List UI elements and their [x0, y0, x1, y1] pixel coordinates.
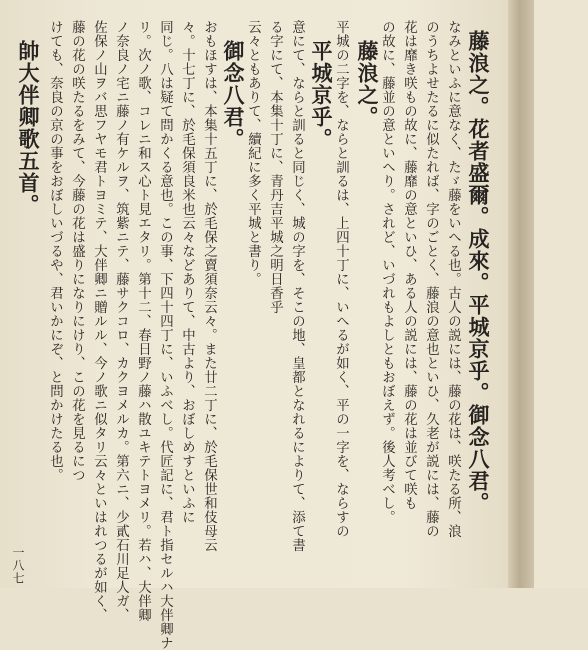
col-body-1: なみといふに意なく、たゞ藤をいへる也。古人の説には、藤の花は、咲たる所、浪 [445, 20, 461, 538]
col-body-16: けても、奈良の京の事をおぼしいづるや、君いかにぞ、と問かけたる也。 [47, 20, 63, 482]
col-body-10: 々。十七丁に、於毛保須良米也云々などありて、中古より、おぼしめすといふに [179, 20, 195, 524]
col-heading-section-title: 帥大伴卿歌五首。 [16, 40, 41, 216]
col-body-3: 花は靡き咲もの故に、藤靡の意といひ、ある人の説には、藤の花は並びて咲も [401, 20, 417, 510]
col-heading-poem: 藤浪之。花者盛爾。成來。平城京乎。御念八君。 [466, 30, 491, 514]
col-body-13: ノ奈良ノ宅ニ藤ノ有ケルヲ、筑紫ニテ、藤サクコロ、カクヨメルカ。第六ニ、少貳石川足人ガ、 [113, 20, 129, 622]
col-body-12: リ。次ノ歌、コレニ和ス心ト見エタリ。第十二、春日野ノ藤ハ散ユキテトヨメリ。若ハ、大伴卿 [135, 20, 151, 622]
col-heading-omohoyakimi: 御念八君。 [221, 40, 246, 150]
col-body-4: の故に、藤並の意といへり。されど、いづれもよしともおぼえず。後人考べし。 [379, 20, 395, 524]
col-body-14: 佐保ノ山ヲバ思フヤモ君トヨミテ、大伴卿ニ贈ルル、今ノ歌ニ似タリ云々といはれつるが如く、 [91, 20, 107, 622]
col-body-8: 云々ともありて、續紀に多く平城と書り。 [245, 20, 261, 286]
facing-page-edge [534, 0, 588, 588]
col-body-9: おもほすは、本集十五丁に、於毛保之賣須奈云々。また廿二丁に、於毛保世和伎母云 [201, 20, 217, 552]
col-body-7: る字にて、本集十丁に、青丹吉平城之明日香乎 [267, 20, 283, 314]
col-body-11: 同じ。八は疑て問かくる意也。この事、下四十四丁に、いふべし。代匠記に、君ト指セルハ大伴卿ナ [157, 20, 173, 650]
book-gutter [508, 0, 534, 588]
col-heading-heijokyo: 平城京乎。 [309, 40, 334, 150]
col-heading-fujinami: 藤浪之。 [355, 40, 380, 128]
page-number: 一八七 [11, 546, 25, 585]
col-body-6: 意にて、ならと訓ると同じく、城の字を、そこの地、皇都となれるによりて、添て書 [289, 20, 305, 552]
col-body-15: 藤の花の咲たるをみて、今藤の花は盛りになりにけり、この花を見るにつ [69, 20, 85, 482]
col-body-5: 平城の二字を、ならと訓るは、上四十丁に、いへるが如く、平の一字を、ならすの [333, 20, 349, 538]
col-body-2: のうちよせたるに似たれば、字のごとく、藤浪の意也といひ、久老が説には、藤の [423, 20, 439, 538]
